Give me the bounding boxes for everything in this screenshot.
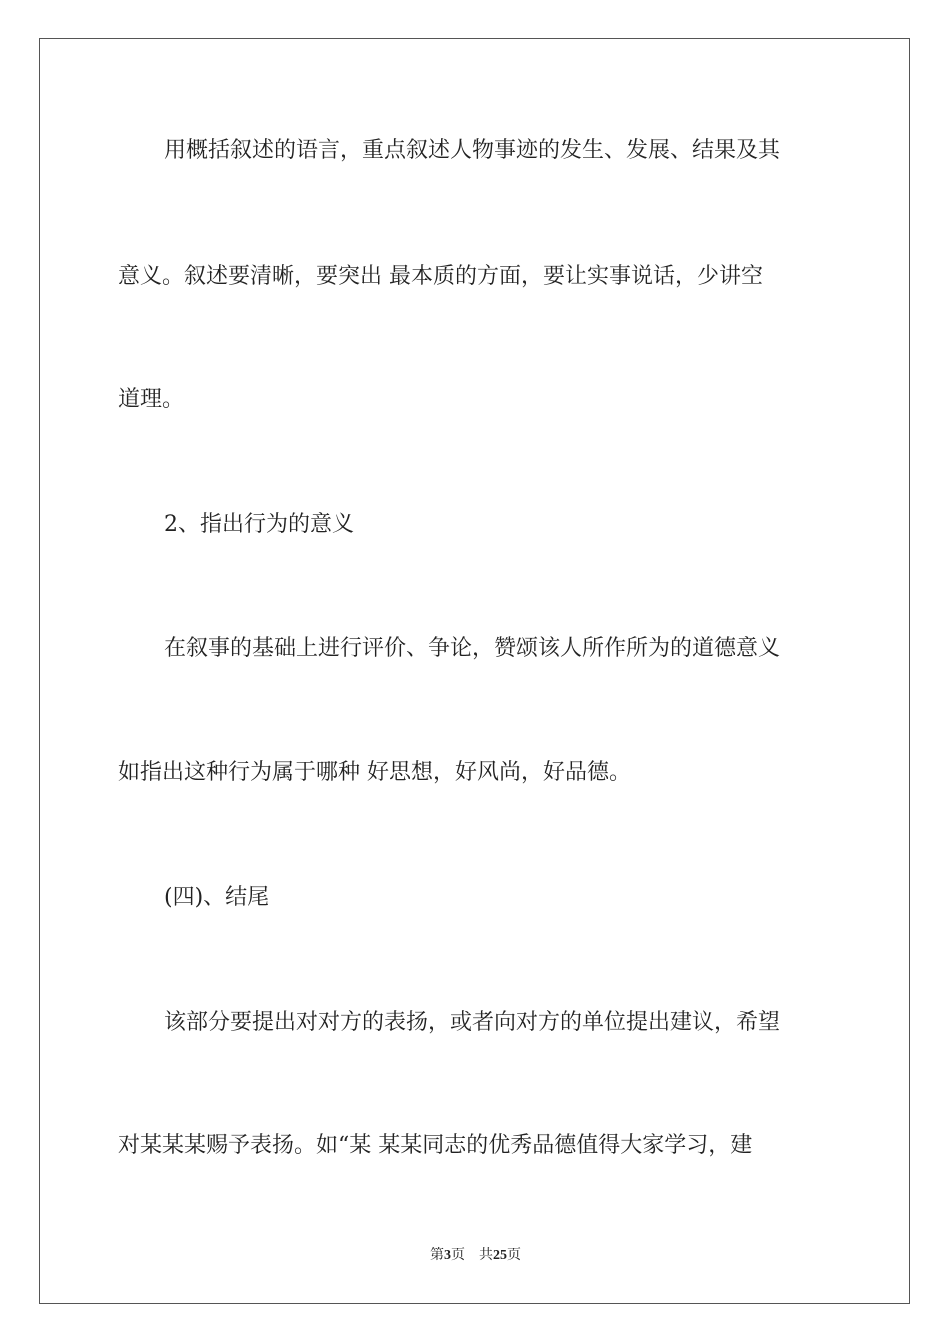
- line-text: 在叙事的基础上进行评价、争论，赞颂该人所作所为的道德意义: [164, 636, 781, 661]
- paragraph-line: [40, 760, 950, 786]
- line-text: 意义。叙述要清晰，要突出 最本质的方面，要让实事说话，少讲空: [118, 264, 763, 289]
- line-text: 如指出这种行为属于哪种 好思想，好风尚，好品德。: [118, 760, 631, 785]
- paragraph-line: [40, 387, 950, 413]
- section-heading: [40, 512, 950, 538]
- document-page: [39, 38, 910, 1304]
- page-suffix: 页: [451, 1248, 465, 1263]
- heading-text: 2、指出行为的意义: [164, 512, 354, 537]
- paragraph-line: [40, 1010, 950, 1036]
- section-heading: [40, 885, 950, 911]
- line-text: 用概括叙述的语言，重点叙述人物事迹的发生、发展、结果及其: [164, 138, 781, 163]
- paragraph-line: [40, 1133, 950, 1159]
- heading-text: (四)、结尾: [164, 885, 270, 910]
- total-suffix: 页: [507, 1248, 521, 1263]
- page-prefix: 第: [430, 1248, 444, 1263]
- line-text: 该部分要提出对对方的表扬，或者向对方的单位提出建议，希望: [164, 1010, 781, 1035]
- total-prefix: 共: [479, 1248, 493, 1263]
- paragraph-line: [40, 138, 950, 164]
- paragraph-line: [40, 636, 950, 662]
- paragraph-line: [40, 264, 950, 290]
- page-footer: [40, 1247, 911, 1265]
- line-text: 对某某某赐予表扬。如“某 某某同志的优秀品德值得大家学习，建: [118, 1133, 753, 1158]
- page-number: 3: [444, 1248, 451, 1263]
- line-text: 道理。: [118, 387, 185, 412]
- total-pages: 25: [493, 1248, 507, 1263]
